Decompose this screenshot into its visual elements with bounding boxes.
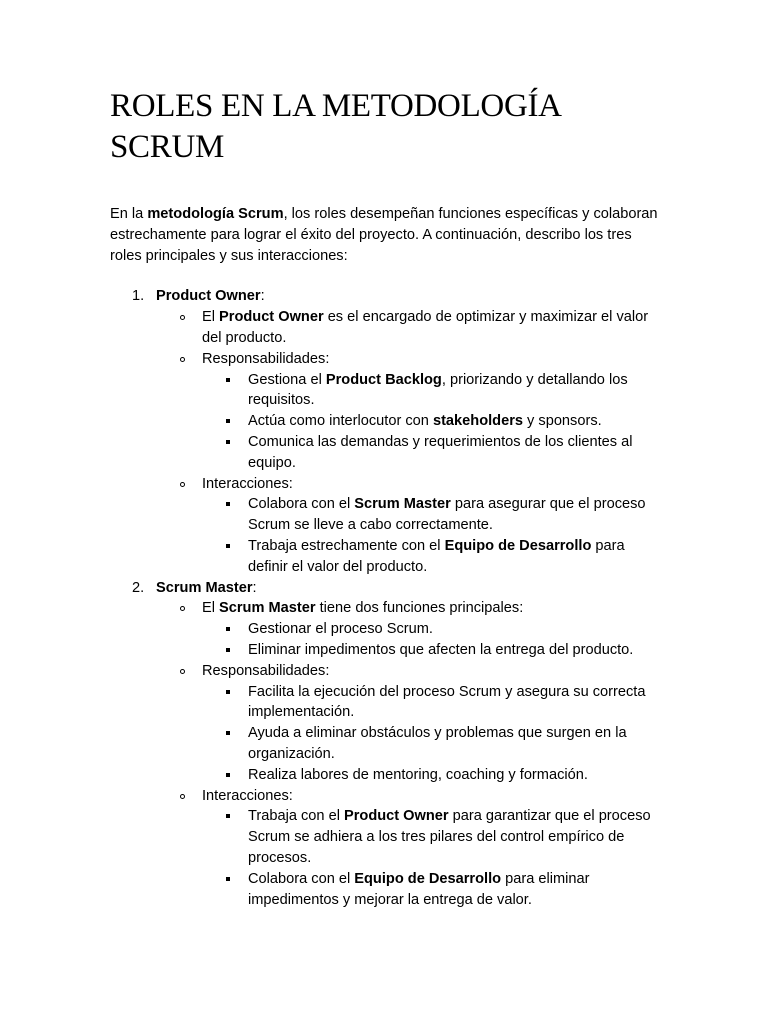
list-item	[202, 765, 662, 786]
circle-bullet-icon	[180, 482, 185, 487]
list-item	[202, 806, 662, 868]
item-text: para garantizar que el proceso Scrum se adhiera a los tres pilares del control empírico de procesos.	[248, 808, 651, 866]
title-line-2: SCRUM	[110, 129, 225, 165]
list-item	[156, 598, 662, 660]
item-bold: stakeholders	[432, 413, 523, 430]
item-text: Comunica las demandas y requerimientos de los clientes al equipo.	[248, 433, 633, 471]
square-bullet-icon	[226, 502, 230, 506]
square-bullet-icon	[226, 773, 230, 777]
square-bullet-icon	[226, 627, 230, 631]
list-item	[202, 411, 662, 432]
item-text: Trabaja estrechamente con el	[248, 537, 445, 554]
item-text: Colabora con el	[248, 870, 355, 887]
item-text: Eliminar impedimentos que afecten la entrega del producto.	[248, 641, 634, 658]
list-item	[202, 682, 662, 724]
item-text: El	[202, 600, 220, 617]
list-item	[202, 619, 662, 640]
item-bold: Equipo de Desarrollo	[444, 537, 592, 554]
item-text: Realiza labores de mentoring, coaching y formación.	[248, 766, 588, 783]
circle-bullet-icon	[180, 315, 185, 320]
roles-list	[110, 286, 662, 910]
item-text: , priorizando y detallando los requisitos.	[248, 371, 628, 409]
role-heading: Product Owner	[156, 288, 261, 305]
detail-list	[202, 494, 662, 577]
item-text: Responsabilidades:	[202, 662, 330, 679]
list-item	[202, 536, 662, 578]
detail-list	[202, 806, 662, 910]
item-bold: Product Owner	[219, 309, 324, 326]
list-item	[202, 869, 662, 911]
list-item	[156, 307, 662, 349]
item-text: Responsabilidades:	[202, 350, 330, 367]
role-heading-colon: :	[252, 579, 257, 596]
square-bullet-icon	[226, 648, 230, 652]
square-bullet-icon	[226, 690, 230, 694]
item-bold: Scrum Master	[219, 600, 316, 617]
list-item	[156, 786, 662, 911]
role-heading: Scrum Master	[156, 579, 253, 596]
item-text: Gestiona el	[248, 371, 326, 388]
item-text: Actúa como interlocutor con	[248, 413, 433, 430]
item-text: y sponsors.	[523, 413, 602, 430]
item-bold: Product Owner	[344, 808, 449, 825]
list-item	[202, 494, 662, 536]
item-text: El	[202, 309, 220, 326]
item-text: Facilita la ejecución del proceso Scrum y asegura su correcta implementación.	[248, 683, 646, 721]
document-body	[110, 204, 662, 910]
role-product-owner	[110, 286, 662, 577]
list-item	[202, 723, 662, 765]
role-sublist	[156, 307, 662, 577]
item-text: Interacciones:	[202, 787, 293, 804]
list-item	[156, 349, 662, 474]
role-scrum-master	[110, 578, 662, 911]
list-item	[156, 661, 662, 786]
item-text: Colabora con el	[248, 496, 355, 513]
item-text: Trabaja con el	[248, 808, 344, 825]
square-bullet-icon	[226, 877, 230, 881]
item-bold: Equipo de Desarrollo	[354, 870, 502, 887]
square-bullet-icon	[226, 814, 230, 818]
list-number: 1.	[132, 288, 145, 305]
item-text: es el encargado de optimizar y maximizar el valor del producto.	[202, 309, 649, 346]
intro-text: En la	[110, 206, 148, 222]
item-bold: Scrum Master	[354, 496, 451, 513]
square-bullet-icon	[226, 378, 230, 382]
item-text: Interacciones:	[202, 475, 293, 492]
circle-bullet-icon	[180, 794, 185, 799]
item-text: para asegurar que el proceso Scrum se lleve a cabo correctamente.	[248, 496, 646, 534]
list-number: 2.	[132, 579, 145, 596]
list-item	[202, 370, 662, 412]
item-text: para definir el valor del producto.	[248, 537, 625, 575]
item-text: para eliminar impedimentos y mejorar la entrega de valor.	[248, 870, 590, 908]
circle-bullet-icon	[180, 357, 185, 362]
detail-list	[202, 370, 662, 474]
role-sublist	[156, 598, 662, 910]
detail-list	[202, 682, 662, 786]
square-bullet-icon	[226, 440, 230, 444]
item-bold: Product Backlog	[325, 371, 442, 388]
square-bullet-icon	[226, 544, 230, 548]
item-text: tiene dos funciones principales:	[315, 600, 524, 617]
intro-text: , los roles desempeñan funciones específicas y colaboran estrechamente para lograr el éxito del proyecto. A continuación, describo los tres roles principales y sus interacciones:	[110, 206, 658, 264]
title-line-1: ROLES EN LA METODOLOGÍA	[110, 88, 562, 124]
role-heading-colon: :	[260, 288, 265, 305]
intro-paragraph	[110, 204, 662, 266]
page-title	[110, 86, 710, 168]
item-text: Gestionar el proceso Scrum.	[248, 621, 433, 638]
intro-bold: metodología Scrum	[147, 206, 284, 222]
detail-list	[202, 619, 662, 661]
square-bullet-icon	[226, 731, 230, 735]
item-text: Ayuda a eliminar obstáculos y problemas que surgen en la organización.	[248, 725, 627, 762]
list-item	[156, 474, 662, 578]
circle-bullet-icon	[180, 669, 185, 674]
list-item	[202, 432, 662, 474]
circle-bullet-icon	[180, 606, 185, 611]
square-bullet-icon	[226, 419, 230, 423]
list-item	[202, 640, 662, 661]
